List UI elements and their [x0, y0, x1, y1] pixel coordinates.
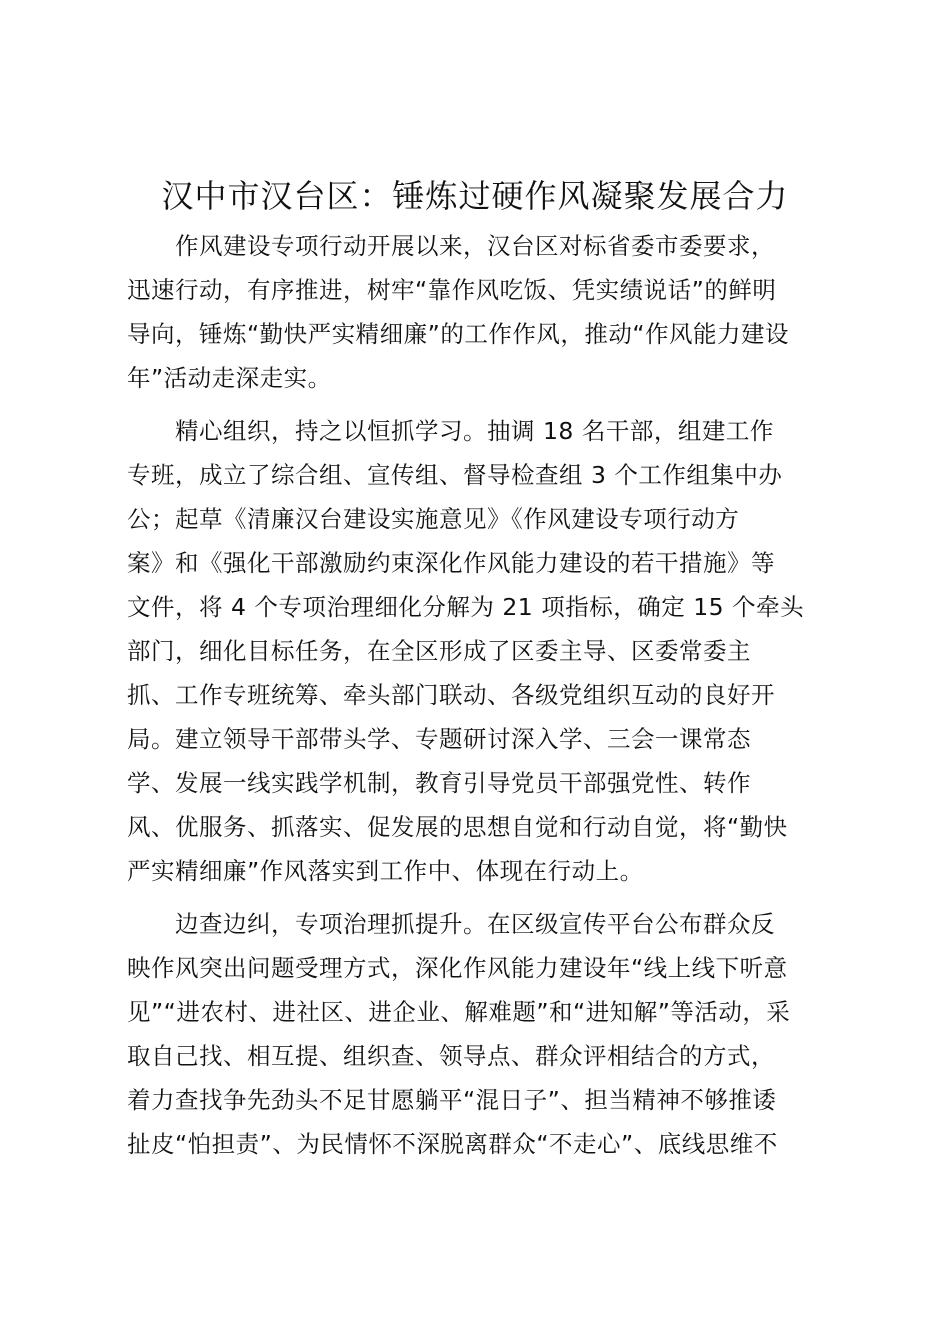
text-line: 精心组织，持之以恒抓学习。抽调 18 名干部，组建工作 [127, 417, 774, 445]
text-line: 着力查找争先劲头不足甘愿躺平“混日子”、担当精神不够推诿 [127, 1086, 777, 1114]
text-line: 见”“进农村、进社区、进企业、解难题”和“进知解”等活动，采 [127, 998, 791, 1026]
paragraph [127, 409, 847, 893]
paragraph [127, 224, 847, 400]
text-line: 取自己找、相互提、组织查、领导点、群众评相结合的方式， [127, 1042, 775, 1070]
document-title: 汉中市汉台区：锤炼过硬作风凝聚发展合力 [161, 177, 789, 215]
text-line: 公；起草《清廉汉台建设实施意见》《作风建设专项行动方 [127, 505, 740, 533]
text-line: 专班，成立了综合组、宣传组、督导检查组 3 个工作组集中办 [127, 461, 783, 489]
text-line: 映作风突出问题受理方式，深化作风能力建设年“线上线下听意 [127, 954, 788, 982]
text-line: 导向，锤炼“勤快严实精细廉”的工作作风，推动“作风能力建设 [127, 320, 790, 348]
text-line: 年”活动走深走实。 [127, 364, 332, 392]
text-line: 作风建设专项行动开展以来，汉台区对标省委市委要求， [127, 232, 775, 260]
paragraph-gap [127, 893, 847, 902]
text-line: 迅速行动，有序推进，树牢“靠作风吃饭、凭实绩说话”的鲜明 [127, 276, 777, 304]
text-line: 学、发展一线实践学机制，教育引导党员干部强党性、转作 [127, 769, 751, 797]
text-line: 扯皮“怕担责”、为民情怀不深脱离群众“不走心”、底线思维不 [127, 1130, 778, 1158]
paragraph [127, 902, 847, 1166]
text-line: 抓、工作专班统筹、牵头部门联动、各级党组织互动的良好开 [127, 681, 775, 709]
text-line: 严实精细廉”作风落实到工作中、体现在行动上。 [127, 857, 644, 885]
text-line: 案》和《强化干部激励约束深化作风能力建设的若干措施》等 [127, 549, 775, 577]
text-line: 文件，将 4 个专项治理细化分解为 21 项指标，确定 15 个牵头 [127, 593, 805, 621]
document-body [127, 224, 847, 1166]
text-line: 风、优服务、抓落实、促发展的思想自觉和行动自觉，将“勤快 [127, 813, 788, 841]
text-line: 部门，细化目标任务，在全区形成了区委主导、区委常委主 [127, 637, 751, 665]
text-line: 局。建立领导干部带头学、专题研讨深入学、三会一课常态 [127, 725, 751, 753]
text-line: 边查边纠，专项治理抓提升。在区级宣传平台公布群众反 [127, 910, 775, 938]
paragraph-gap [127, 400, 847, 409]
